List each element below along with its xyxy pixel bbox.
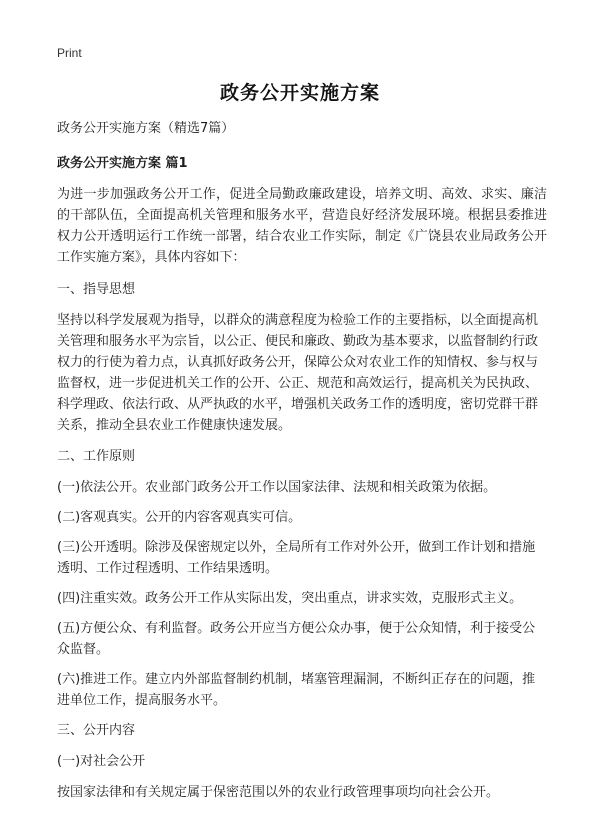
subsection-heading-public-disclosure: (一)对社会公开 [57,754,146,769]
public-disclosure-paragraph: 按国家法律和有关规定属于保密范围以外的农业行政管理事项均向社会公开。 [57,785,500,800]
document-body [57,118,547,813]
principle-item: (三)公开透明。除涉及保密规定以外，全局所有工作对外公开，做到工作计划和措施透明、工作过程透明、工作结果透明。 [57,540,536,576]
section-heading-disclosure-content: 三、公开内容 [57,723,136,738]
principle-item: (一)依法公开。农业部门政务公开工作以国家法律、法规和相关政策为依据。 [57,480,497,495]
principle-item: (二)客观真实。公开的内容客观真实可信。 [57,510,302,525]
principle-item: (五)方便公众、有利监督。政务公开应当方便公众办事，便于公众知情，利于接受公众监督。 [57,621,536,657]
section-heading-guiding-ideology: 一、指导思想 [57,282,136,297]
intro-paragraph: 为进一步加强政务公开工作，促进全局勤政廉政建设，培养文明、高效、求实、廉洁的干部队伍，全面提高机关管理和服务水平，营造良好经济发展环境。根据县委推进权力公开透明运行工作统一部署，结合农业工作实际，制定《广饶县农业局政务公开工作实施方案》，具体内容如下： [57,187,547,265]
principle-item: (六)推进工作。建立内外部监督制约机制，堵塞管理漏洞，不断纠正存在的问题，推进单位工作，提高服务水平。 [57,672,536,708]
page-title: 政务公开实施方案 [219,82,380,104]
guiding-ideology-paragraph: 坚持以科学发展观为指导，以群众的满意程度为检验工作的主要指标，以全面提高机关管理和服务水平为宗旨，以公正、便民和廉政、勤政为基本要求，以监督制约行政权力的行使为着力点，认真抓好政务公开，保障公众对农业工作的知情权、参与权与监督权，进一步促进机关工作的公开、公正、规范和高效运行，提高机关为民执政、科学理政、依法行政、从严执政的水平，增强机关政务工作的透明度，密切党群干群关系，推动全县农业工作健康快速发展。 [57,313,539,433]
principle-item: (四)注重实效。政务公开工作从实际出发，突出重点，讲求实效，克服形式主义。 [57,591,523,606]
article-heading: 政务公开实施方案 篇1 [57,156,188,171]
section-heading-work-principles: 二、工作原则 [57,449,136,464]
print-label: Print [57,46,82,60]
document-subtitle: 政务公开实施方案（精选7篇） [57,121,235,136]
